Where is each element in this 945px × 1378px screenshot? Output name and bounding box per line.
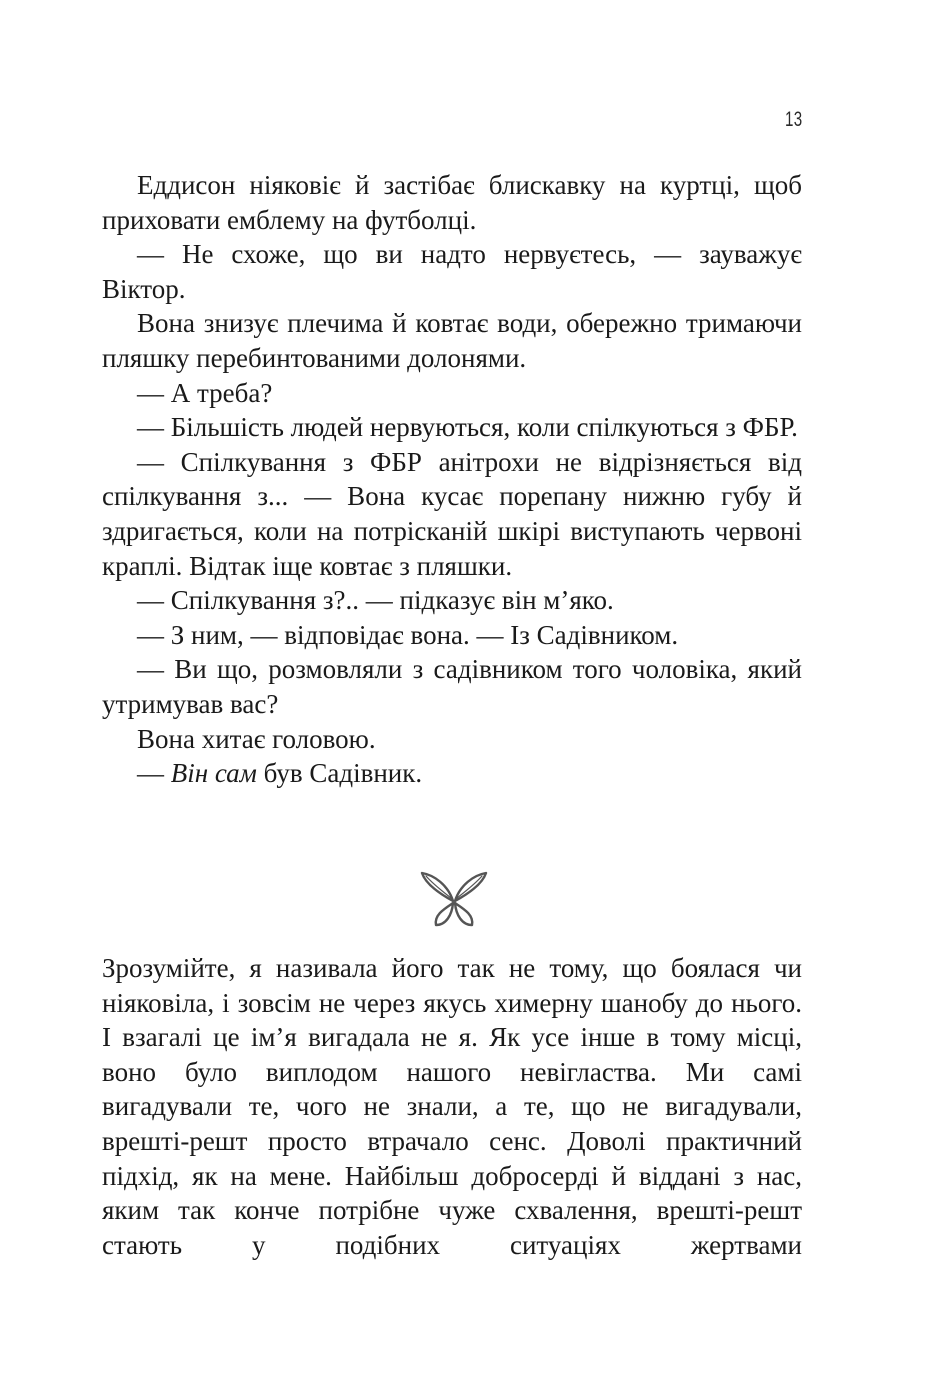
paragraph: — Спілкування з?.. — підказує він м’яко. — [137, 585, 614, 616]
paragraph-final-line — [102, 756, 802, 791]
paragraph: — А треба? — [137, 377, 273, 408]
paragraph: Вона знизує плечима й ковтає води, обережно тримаючи пляшку перебинтованими долонями. — [102, 308, 802, 373]
paragraph: — Більшість людей нервуються, коли спілкуються з ФБР. — [137, 412, 798, 443]
paragraph: — Не схоже, що ви надто нервуєтесь, — зауважує Віктор. — [102, 239, 802, 304]
line-rest: був Садівник. — [256, 758, 423, 789]
dialogue-section — [102, 168, 802, 791]
page-number: 13 — [785, 108, 803, 131]
paragraph: Зрозумійте, я називала його так не тому, що боялася чи ніяковіла, і зовсім не через якусь химерну шанобу до нього. І взагалі це ім’я вигадала не я. Як усе інше в тому місці, воно було виплодом нашого невігластва. Ми самі вигадували те, чого не знали, а те, що не вигадували, врешті-решт просто втрачало сенс. Доволі практичний підхід, як на мене. Найбільш добросерді й віддані з нас, яким так конче потрібне чуже схвалення, врешті-решт стають у подібних ситуаціях жертвами — [102, 953, 802, 1260]
italic-emphasis: Він сам — [170, 758, 257, 789]
paragraph: — З ним, — відповідає вона. — Із Садівником. — [137, 619, 679, 650]
butterfly-ornament-icon — [420, 871, 488, 929]
paragraph: Вона хитає головою. — [137, 723, 376, 754]
dash: — — [137, 758, 171, 789]
paragraph: — Ви що, розмовляли з садівником того чоловіка, який утримував вас? — [102, 654, 802, 719]
paragraph: Еддисон ніяковіє й застібає блискавку на куртці, щоб приховати емблему на футболці. — [102, 170, 802, 235]
narrative-section — [102, 951, 802, 1262]
paragraph: — Спілкування з ФБР анітрохи не відрізняється від спілкування з... — Вона кусає порепану нижню губу й здригається, коли на потрісканій шкірі виступають червоні краплі. Відтак іще ковтає з пляшки. — [102, 446, 802, 581]
